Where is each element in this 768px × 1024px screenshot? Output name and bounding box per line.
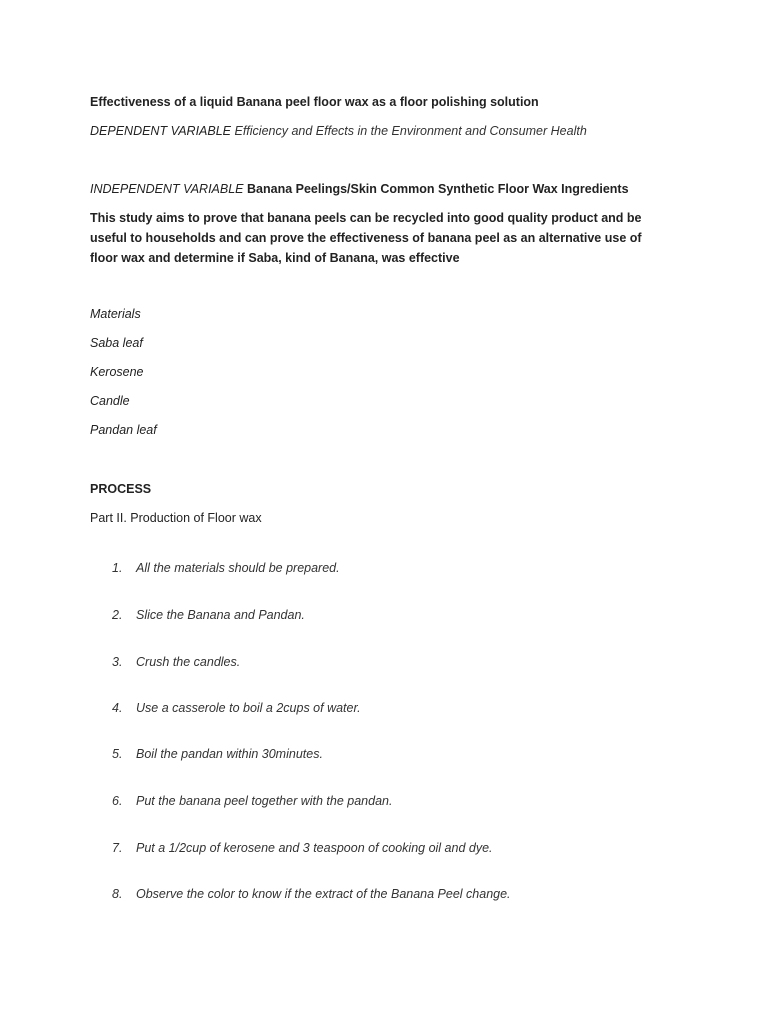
material-item: Saba leaf (90, 336, 143, 350)
step-number: 4. (112, 701, 123, 715)
process-step (112, 652, 240, 672)
dependent-variable (90, 121, 587, 141)
study-aim-paragraph: This study aims to prove that banana peels can be recycled into good quality product and be useful to households and can prove the effectiveness of banana peel as an alternative use of floor wax and determine if Saba, kind of Banana, was effective (90, 211, 642, 265)
materials-heading: Materials (90, 307, 141, 321)
dependent-variable-label: DEPENDENT VARIABLE (90, 124, 232, 138)
process-step (112, 558, 340, 578)
process-step (112, 605, 305, 625)
process-part-title: Part II. Production of Floor wax (90, 511, 262, 525)
step-number: 6. (112, 794, 123, 808)
independent-variable-label: INDEPENDENT VARIABLE (90, 182, 244, 196)
process-step (112, 884, 511, 904)
process-step (112, 744, 323, 764)
step-text: All the materials should be prepared. (136, 561, 340, 575)
process-step (112, 791, 392, 811)
step-text: Observe the color to know if the extract of the Banana Peel change. (136, 887, 511, 901)
step-text: Slice the Banana and Pandan. (136, 608, 305, 622)
step-number: 8. (112, 887, 123, 901)
process-heading: PROCESS (90, 482, 152, 496)
step-number: 1. (112, 561, 123, 575)
step-text: Use a casserole to boil a 2cups of water. (136, 701, 361, 715)
process-step (112, 698, 361, 718)
dependent-variable-value: Efficiency and Effects in the Environment and Consumer Health (234, 124, 587, 138)
process-step (112, 838, 493, 858)
step-number: 7. (112, 841, 123, 855)
document-title: Effectiveness of a liquid Banana peel floor wax as a floor polishing solution (90, 95, 539, 109)
step-number: 3. (112, 655, 123, 669)
step-text: Boil the pandan within 30minutes. (136, 747, 323, 761)
material-item: Kerosene (90, 365, 144, 379)
step-text: Put a 1/2cup of kerosene and 3 teaspoon of cooking oil and dye. (136, 841, 493, 855)
step-number: 2. (112, 608, 123, 622)
independent-variable-value: Banana Peelings/Skin Common Synthetic Floor Wax Ingredients (247, 182, 629, 196)
material-item: Candle (90, 394, 130, 408)
step-number: 5. (112, 747, 123, 761)
material-item: Pandan leaf (90, 423, 157, 437)
step-text: Put the banana peel together with the pandan. (136, 794, 393, 808)
independent-variable (90, 179, 629, 199)
step-text: Crush the candles. (136, 655, 241, 669)
